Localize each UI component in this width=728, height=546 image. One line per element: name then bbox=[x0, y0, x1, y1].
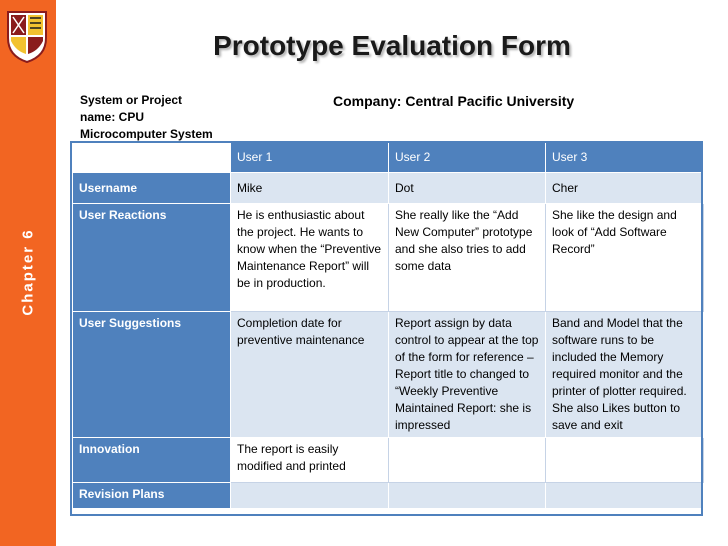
cell-revision-user-1 bbox=[231, 483, 389, 509]
chapter-label: Chapter 6 bbox=[19, 228, 37, 316]
system-line-1: System or Project bbox=[80, 93, 183, 107]
column-header-user-3: User 3 bbox=[546, 142, 704, 173]
company-name: Company: Central Pacific University bbox=[333, 93, 575, 109]
cell-revision-user-3 bbox=[546, 483, 704, 509]
cell-username-user-3: Cher bbox=[546, 173, 704, 204]
cell-innovation-user-3 bbox=[546, 438, 704, 483]
table-header-row bbox=[73, 142, 704, 173]
cell-innovation-user-1: The report is easily modified and printed bbox=[231, 438, 389, 483]
cell-suggestions-user-1: Completion date for preventive maintenance bbox=[231, 312, 389, 438]
cell-reactions-user-1: He is enthusiastic about the project. He wants to know when the “Preventive Maintenance Report” will be in production. bbox=[231, 204, 389, 312]
system-line-2: name: CPU bbox=[80, 110, 145, 124]
row-label-user-suggestions: User Suggestions bbox=[73, 312, 231, 438]
cell-username-user-1: Mike bbox=[231, 173, 389, 204]
table-row-innovation bbox=[73, 438, 704, 483]
column-header-user-2: User 2 bbox=[389, 142, 546, 173]
table-row-revision-plans bbox=[73, 483, 704, 509]
cell-reactions-user-2: She really like the “Add New Computer” prototype and she also tries to add some data bbox=[389, 204, 546, 312]
evaluation-table bbox=[72, 141, 704, 509]
table-row-user-suggestions bbox=[73, 312, 704, 438]
header-blank-cell bbox=[73, 142, 231, 173]
university-crest-icon bbox=[4, 8, 50, 64]
table-row-username bbox=[73, 173, 704, 204]
system-line-3: Microcomputer System bbox=[80, 127, 213, 141]
cell-username-user-2: Dot bbox=[389, 173, 546, 204]
cell-reactions-user-3: She like the design and look of “Add Software Record” bbox=[546, 204, 704, 312]
cell-revision-user-2 bbox=[389, 483, 546, 509]
cell-suggestions-user-2: Report assign by data control to appear at the top of the form for reference – Report title to changed to “Weekly Preventive Maintained Report: she is impressed bbox=[389, 312, 546, 438]
column-header-user-1: User 1 bbox=[231, 142, 389, 173]
table-row-user-reactions bbox=[73, 204, 704, 312]
row-label-user-reactions: User Reactions bbox=[73, 204, 231, 312]
cell-innovation-user-2 bbox=[389, 438, 546, 483]
row-label-innovation: Innovation bbox=[73, 438, 231, 483]
page-title: Prototype Evaluation Form bbox=[213, 30, 571, 61]
sidebar bbox=[0, 0, 56, 546]
system-project-name bbox=[80, 92, 213, 143]
row-label-username: Username bbox=[73, 173, 231, 204]
cell-suggestions-user-3: Band and Model that the software runs to be included the Memory required monitor and the printer of plotter required. She also Likes button to save and exit bbox=[546, 312, 704, 438]
row-label-revision-plans: Revision Plans bbox=[73, 483, 231, 509]
